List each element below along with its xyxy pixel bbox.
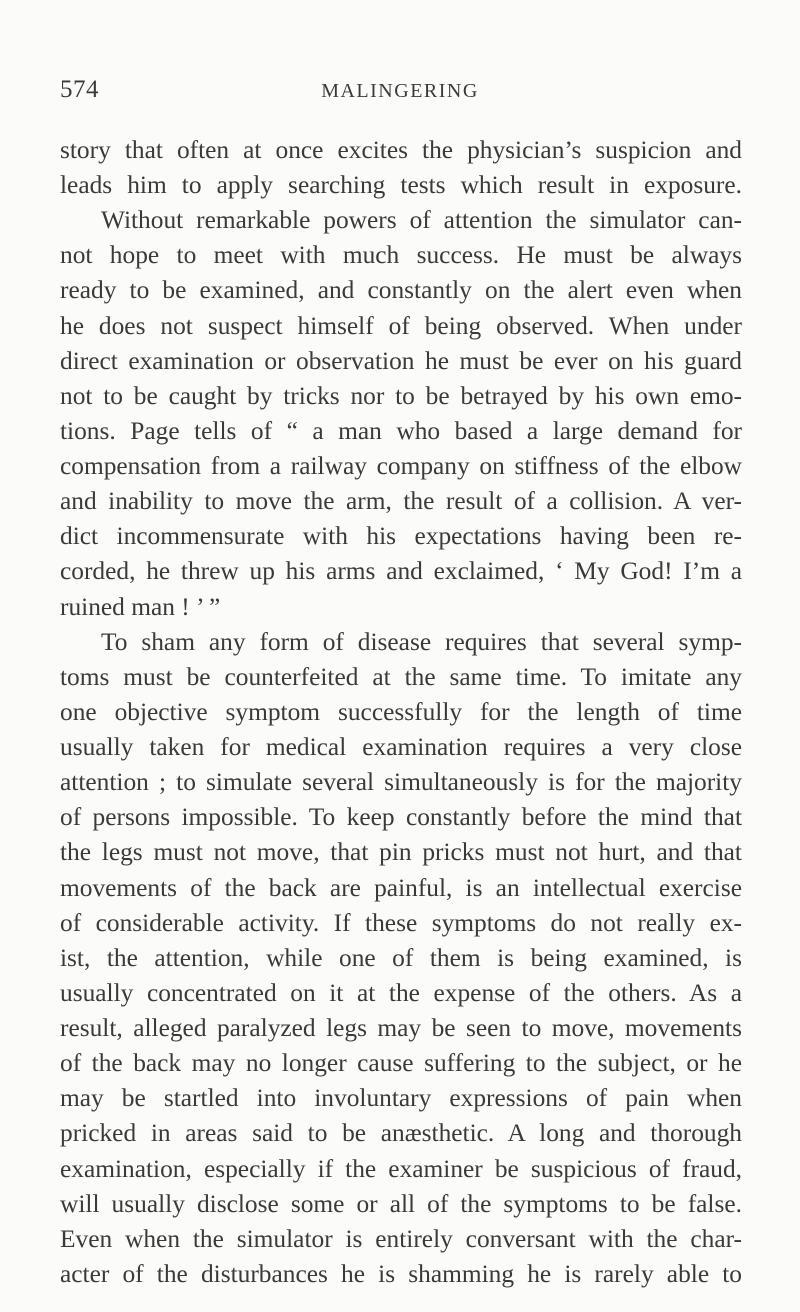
text-line: result, alleged paralyzed legs may be seen to move, movements xyxy=(60,1014,742,1042)
text-line: not to be caught by tricks nor to be betrayed by his own emo- xyxy=(60,382,742,410)
text-line: of persons impossible. To keep constantly before the mind that xyxy=(60,803,742,831)
text-line: tions. Page tells of “ a man who based a large demand for xyxy=(60,417,742,445)
running-head: MALINGERING xyxy=(321,80,479,102)
text-line: the legs must not move, that pin pricks must not hurt, and that xyxy=(60,838,742,866)
text-line: movements of the back are painful, is an intellectual exercise xyxy=(60,874,742,902)
text-line: pricked in areas said to be anæsthetic. A long and thorough xyxy=(60,1119,742,1147)
text-line: examination, especially if the examiner be suspicious of fraud, xyxy=(60,1155,742,1183)
text-line: Even when the simulator is entirely conversant with the char- xyxy=(60,1225,742,1253)
text-line: not hope to meet with much success. He must be always xyxy=(60,241,742,269)
text-line: acter of the disturbances he is shamming he is rarely able to xyxy=(60,1260,742,1288)
text-line: ist, the attention, while one of them is being examined, is xyxy=(60,944,742,972)
text-line: story that often at once excites the physician’s suspicion and xyxy=(60,136,742,164)
text-line: ready to be examined, and constantly on the alert even when xyxy=(60,276,742,304)
text-line: usually taken for medical examination requires a very close xyxy=(60,733,742,761)
text-line: To sham any form of disease requires that several symp- xyxy=(101,628,742,656)
text-line: direct examination or observation he must be ever on his guard xyxy=(60,347,742,375)
page-number: 574 xyxy=(60,76,99,103)
text-line: dict incommensurate with his expectations having been re- xyxy=(60,522,742,550)
text-line: compensation from a railway company on stiffness of the elbow xyxy=(60,452,742,480)
text-line: and inability to move the arm, the result of a collision. A ver- xyxy=(60,487,742,515)
text-line: he does not suspect himself of being observed. When under xyxy=(60,312,742,340)
text-line: corded, he threw up his arms and exclaimed, ‘ My God! I’m a xyxy=(60,557,742,585)
text-line: of the back may no longer cause suffering to the subject, or he xyxy=(60,1049,742,1077)
text-line: Without remarkable powers of attention the simulator can- xyxy=(101,206,742,234)
text-line: toms must be counterfeited at the same time. To imitate any xyxy=(60,663,742,691)
text-line: will usually disclose some or all of the symptoms to be false. xyxy=(60,1190,742,1218)
text-line: attention ; to simulate several simultaneously is for the majority xyxy=(60,768,742,796)
text-line: ruined man ! ’ ” xyxy=(60,593,221,621)
text-line: of considerable activity. If these symptoms do not really ex- xyxy=(60,909,742,937)
text-line: leads him to apply searching tests which result in exposure. xyxy=(60,171,742,199)
text-line: may be startled into involuntary expressions of pain when xyxy=(60,1084,742,1112)
text-line: usually concentrated on it at the expense of the others. As a xyxy=(60,979,742,1007)
text-line: one objective symptom successfully for the length of time xyxy=(60,698,742,726)
